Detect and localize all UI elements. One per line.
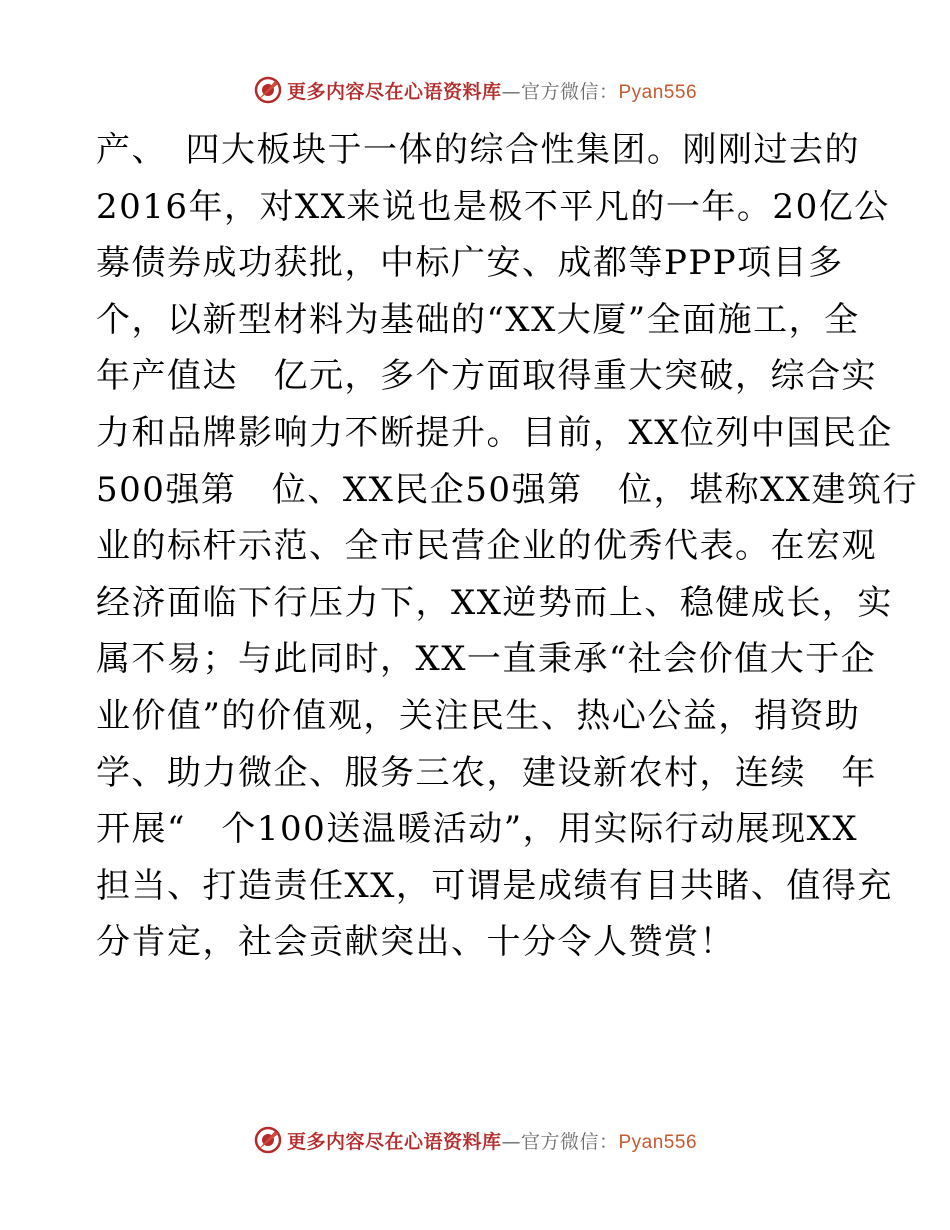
text-line: 学、助力微企、服务三农，建设新农村，连续 年 bbox=[96, 752, 877, 793]
watermark-brand: 更多内容尽在心语资料库 bbox=[286, 1130, 502, 1153]
watermark-brand: 更多内容尽在心语资料库 bbox=[286, 80, 502, 103]
watermark-dash: — bbox=[501, 1130, 521, 1153]
watermark-handle: Pyan556 bbox=[618, 1131, 698, 1153]
watermark-text bbox=[287, 77, 697, 104]
text-line: 开展“ 个100送温暖活动”，用实际行动展现XX bbox=[96, 809, 859, 850]
document-body bbox=[96, 122, 918, 971]
text-line: 2016年，对XX来说也是极不平凡的一年。20亿公 bbox=[96, 186, 890, 227]
text-line: 产、 四大板块于一体的综合性集团。刚刚过去的 bbox=[96, 130, 860, 170]
watermark-text bbox=[287, 1127, 697, 1154]
text-line: 担当、打造责任XX，可谓是成绩有目共睹、值得充 bbox=[96, 865, 893, 906]
text-line: 分肯定，社会贡献突出、十分令人赞赏！ bbox=[96, 922, 735, 963]
text-line: 力和品牌影响力不断提升。目前，XX位列中国民企 bbox=[96, 412, 893, 453]
header-watermark bbox=[0, 70, 950, 110]
text-line: 个，以新型材料为基础的“XX大厦”全面施工，全 bbox=[96, 299, 860, 340]
text-line: 年产值达 亿元，多个方面取得重大突破，综合实 bbox=[96, 356, 877, 397]
text-line: 经济面临下行压力下，XX逆势而上、稳健成长，实 bbox=[96, 582, 893, 623]
text-line: 募债券成功获批，中标广安、成都等PPP项目多 bbox=[96, 243, 844, 284]
watermark-label: 官方微信： bbox=[520, 80, 619, 103]
watermark-handle: Pyan556 bbox=[618, 81, 698, 103]
footer-watermark bbox=[0, 1120, 950, 1160]
text-line: 业的标杆示范、全市民营企业的优秀代表。在宏观 bbox=[96, 526, 877, 567]
quill-circle-logo-icon bbox=[253, 1125, 283, 1155]
footer-watermark-inner bbox=[253, 1125, 697, 1155]
text-line: 属不易；与此同时，XX一直秉承“社会价值大于企 bbox=[96, 639, 877, 680]
text-line: 业价值”的价值观，关注民生、热心公益，捐资助 bbox=[96, 695, 861, 736]
quill-circle-logo-icon bbox=[253, 75, 283, 105]
watermark-label: 官方微信： bbox=[520, 1130, 619, 1153]
text-line: 500强第 位、XX民企50强第 位，堪称XX建筑行 bbox=[96, 469, 918, 510]
header-watermark-inner bbox=[253, 75, 697, 105]
watermark-dash: — bbox=[501, 80, 521, 103]
